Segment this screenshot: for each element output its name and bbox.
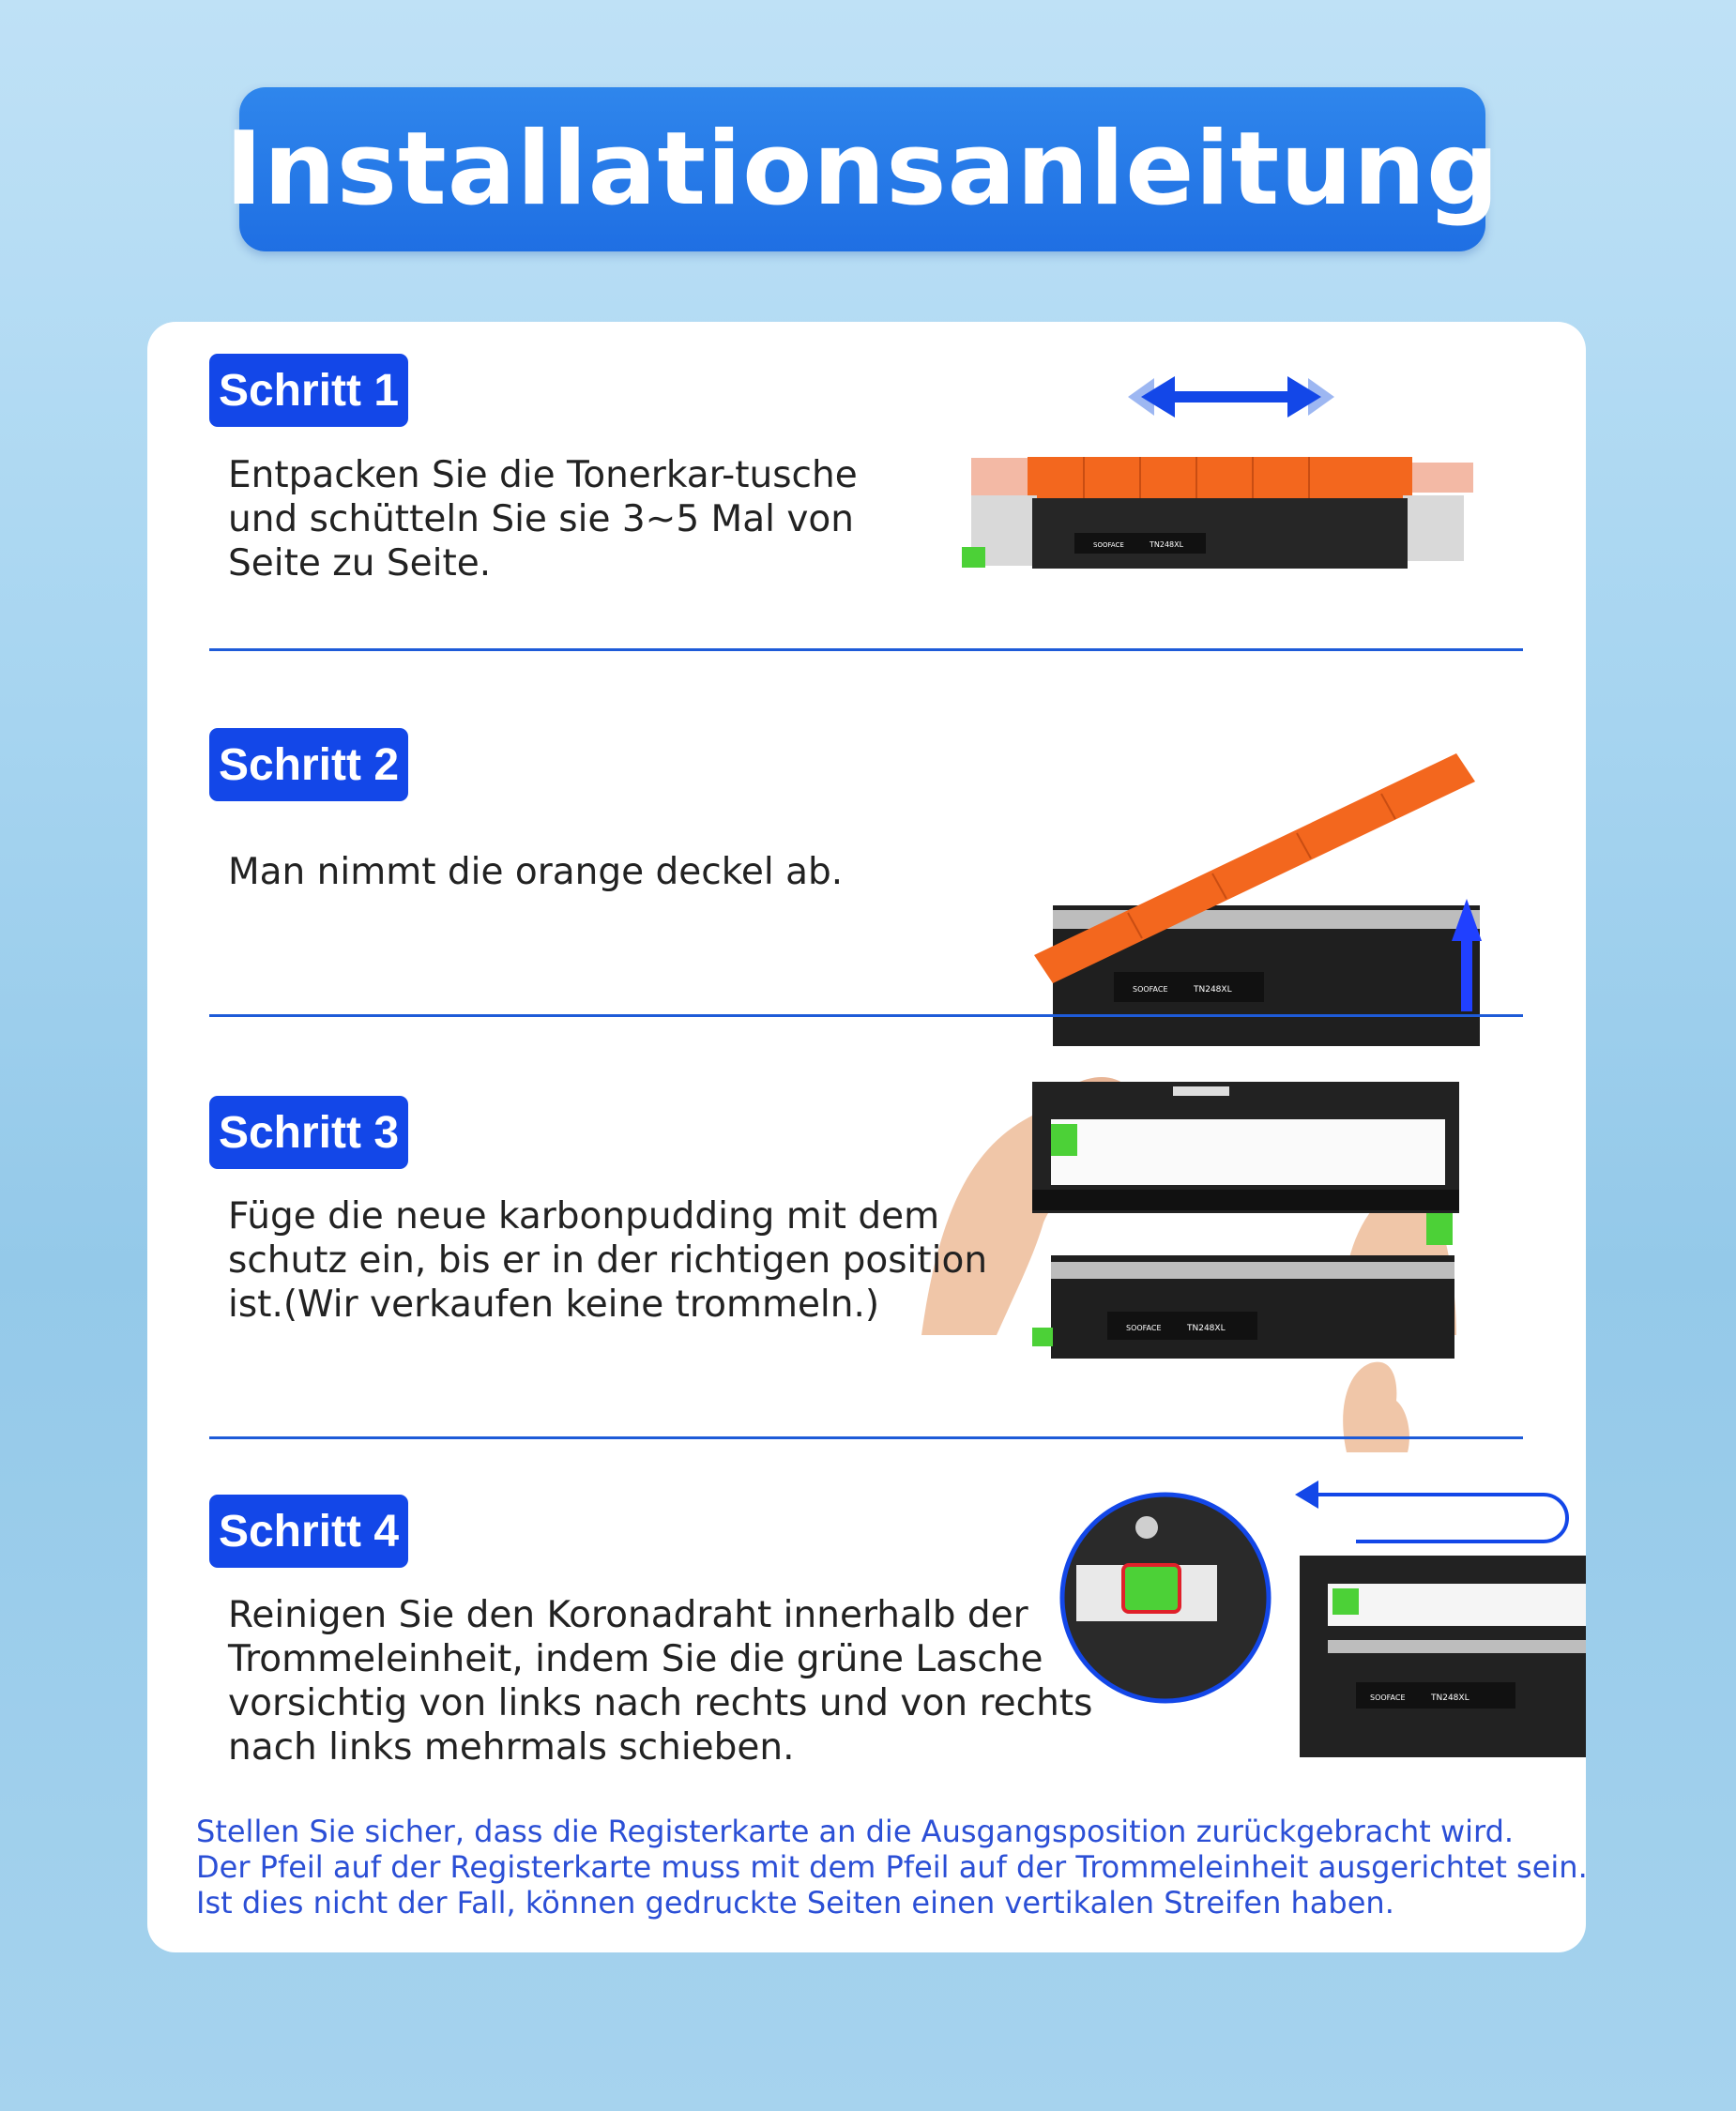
svg-text:SOOFACE: SOOFACE — [1093, 541, 1124, 549]
warning-note: Stellen Sie sicher, dass die Registerkarte an die Ausgangsposition zurückgebracht wird. Der Pfeil auf der Registerkarte muss mit dem Pfeil auf der Trommeleinheit ausgerichtet sein. Ist dies nicht der Fall, können gedruckte Seiten einen vertikalen Streifen haben. — [196, 1814, 1588, 1921]
svg-text:TN248XL: TN248XL — [1431, 1693, 1470, 1703]
page-title: Installationsanleitung — [224, 111, 1500, 228]
toner-cartridge-image — [962, 453, 1487, 575]
svg-text:SOOFACE: SOOFACE — [1370, 1693, 1406, 1702]
svg-text:SOOFACE: SOOFACE — [1133, 985, 1168, 994]
drum-unit-image — [1290, 1556, 1586, 1757]
step-3-badge: Schritt 3 — [209, 1096, 408, 1169]
title-banner — [224, 87, 1500, 251]
svg-text:TN248XL: TN248XL — [1150, 540, 1184, 549]
svg-text:SOOFACE: SOOFACE — [1126, 1324, 1162, 1332]
insert-cartridge-image — [1013, 1082, 1614, 1452]
divider-1 — [209, 648, 1523, 651]
return-arrow-icon — [1290, 1476, 1576, 1546]
step-4-badge: Schritt 4 — [209, 1495, 408, 1568]
step-2-text: Man nimmt die orange deckel ab. — [228, 851, 844, 893]
svg-text:TN248XL: TN248XL — [1194, 985, 1232, 995]
corona-wire-closeup-image — [1058, 1490, 1273, 1706]
svg-text:TN248XL: TN248XL — [1187, 1324, 1226, 1333]
step-2-badge: Schritt 2 — [209, 728, 408, 801]
shake-arrow-icon — [1128, 373, 1334, 420]
step-4-text: Reinigen Sie den Koronadraht innerhalb der Trommeleinheit, indem Sie die grüne Lasche vorsichtig von links nach rechts und von rechts nach links mehrmals schieben. — [228, 1594, 1093, 1769]
step-3-text: Füge die neue karbonpudding mit dem schutz ein, bis er in der richtigen position ist.(Wir verkaufen keine trommeln.) — [228, 1195, 988, 1326]
instruction-card — [147, 322, 1586, 1952]
step-1-text: Entpacken Sie die Tonerkar-tusche und schütteln Sie sie 3~5 Mal von Seite zu Seite. — [228, 454, 858, 585]
divider-3 — [209, 1436, 1523, 1439]
divider-2 — [209, 1014, 1523, 1017]
step-1-badge: Schritt 1 — [209, 354, 408, 427]
